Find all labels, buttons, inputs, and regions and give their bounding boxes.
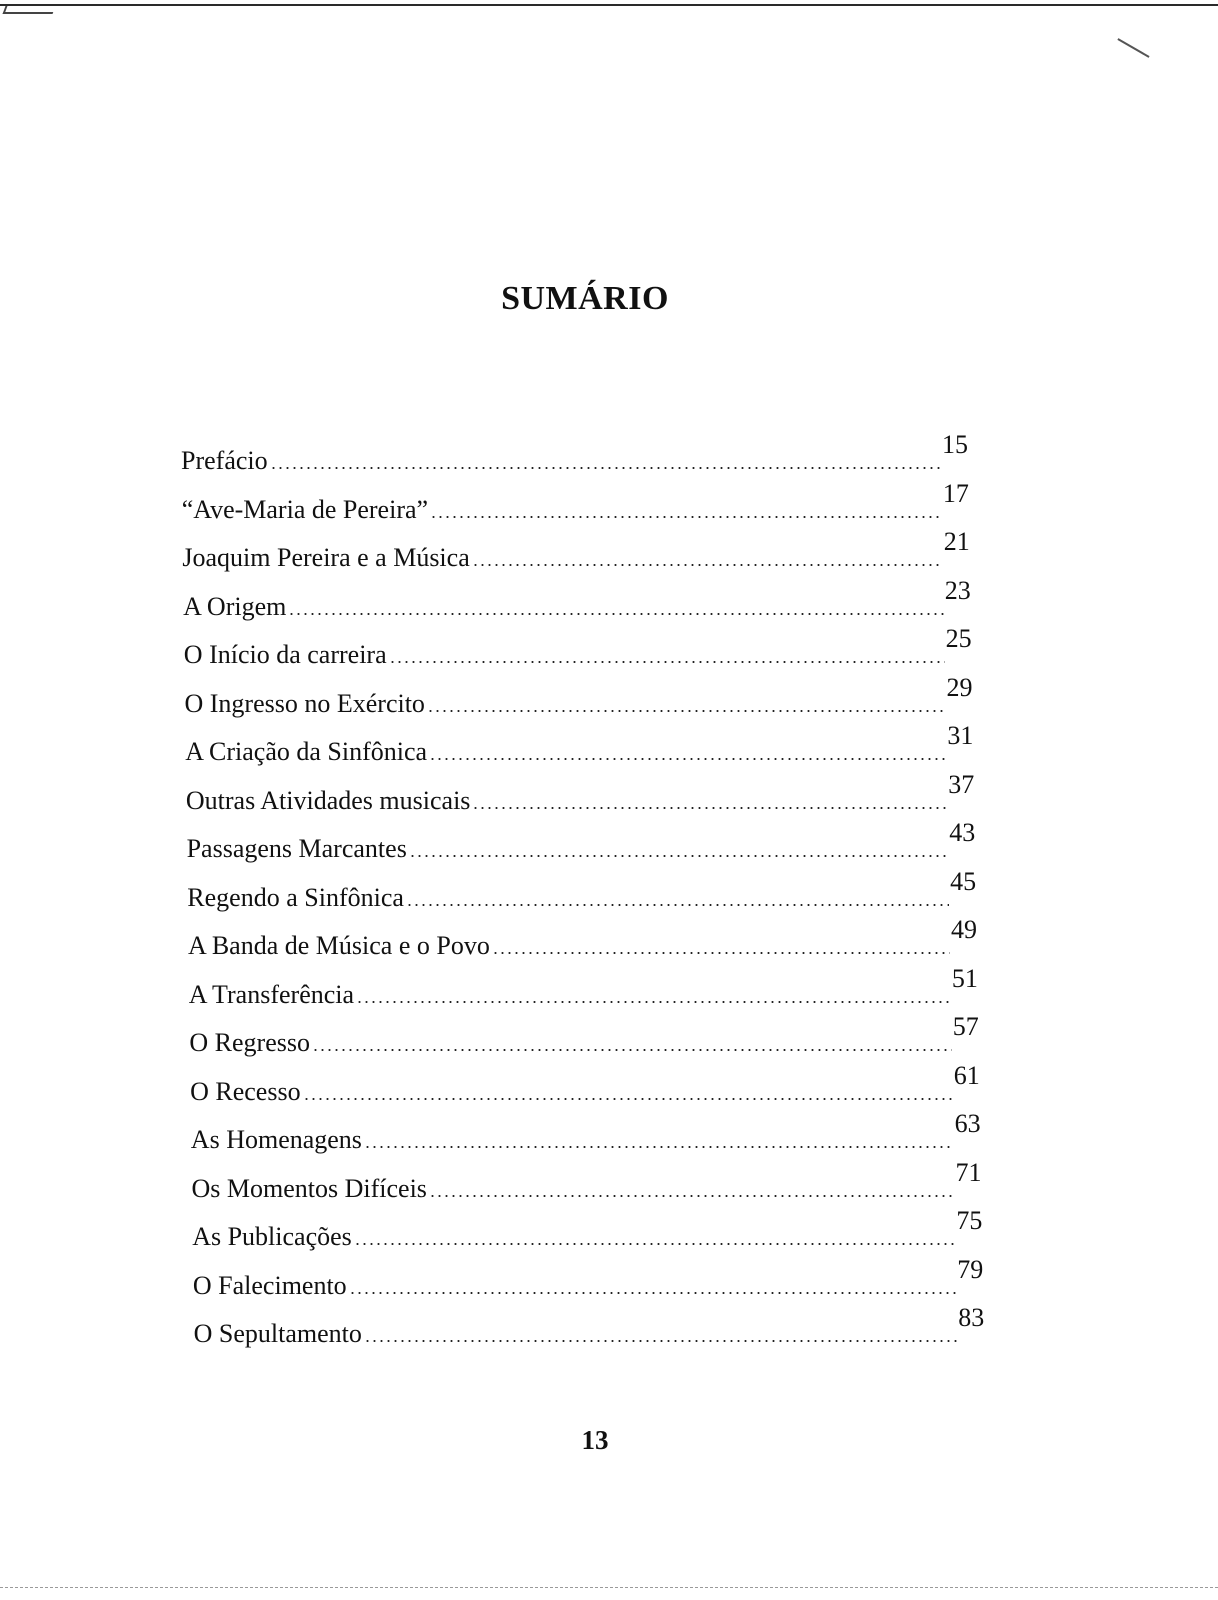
toc-entry-page: 49 <box>951 915 977 944</box>
toc-entry-homenagens <box>190 1109 981 1155</box>
toc-entry-title: A Banda de Música e o Povo <box>188 931 490 960</box>
toc-entry-title: Passagens Marcantes <box>186 834 407 863</box>
toc-entry-regresso <box>189 1012 979 1058</box>
toc-entry-title: A Origem <box>183 591 287 621</box>
dot-leader <box>364 1338 957 1344</box>
toc-entry-title: Os Momentos Difíceis <box>191 1173 427 1203</box>
toc-entry-ave-maria <box>181 478 969 525</box>
toc-entry-title: O Sepultamento <box>193 1319 362 1348</box>
dot-leader <box>389 659 945 665</box>
toc-entry-page: 63 <box>954 1109 981 1138</box>
toc-entry-criacao-sinfonica <box>185 721 974 767</box>
toc-entry-transferencia <box>188 963 978 1010</box>
toc-entry-recesso <box>190 1060 980 1107</box>
dot-leader <box>429 1193 955 1199</box>
page-number: 13 <box>581 1425 609 1455</box>
toc-entry-title: Regendo a Sinfônica <box>187 882 404 912</box>
toc-entry-page: 37 <box>948 769 975 799</box>
dot-leader <box>349 1290 957 1296</box>
dot-leader <box>303 1096 953 1102</box>
toc-entry-page: 31 <box>947 721 974 750</box>
dot-leader <box>354 1241 956 1247</box>
toc-entry-title: Joaquim Pereira e a Música <box>182 543 470 572</box>
toc-entry-momentos-dificeis <box>191 1157 982 1204</box>
toc-entry-title: O Falecimento <box>192 1270 347 1300</box>
toc-entry-title: O Recesso <box>190 1076 301 1106</box>
toc-entry-page: 51 <box>951 963 978 993</box>
toc-entry-page: 79 <box>957 1254 984 1284</box>
toc-entry-title: A Criação da Sinfônica <box>185 737 428 766</box>
toc-entry-page: 57 <box>952 1012 979 1041</box>
toc-entry-title: O Regresso <box>189 1028 310 1057</box>
toc-entry-page: 75 <box>956 1206 983 1235</box>
toc-entry-inicio-carreira <box>183 624 972 670</box>
toc-entry-prefacio <box>181 430 968 476</box>
toc-entry-page: 17 <box>942 478 969 508</box>
toc-entry-title: O Ingresso no Exército <box>184 688 425 718</box>
toc-entry-regendo-sinfonica <box>187 866 977 913</box>
toc-entry-page: 83 <box>958 1303 985 1332</box>
toc-entry-outras-atividades <box>185 769 975 816</box>
dot-leader <box>472 805 947 811</box>
dot-leader <box>409 853 948 859</box>
scan-top-edge-line <box>0 4 1218 6</box>
toc-entry-origem <box>183 575 971 622</box>
toc-entry-title: As Homenagens <box>190 1125 362 1154</box>
dot-leader <box>364 1144 954 1150</box>
toc-entry-page: 45 <box>950 866 977 896</box>
scan-corner-mark <box>3 6 56 14</box>
dot-leader <box>356 999 951 1005</box>
page-title: SUMÁRIO <box>501 280 669 317</box>
dot-leader <box>430 514 942 520</box>
toc-entry-passagens-marcantes <box>186 818 976 864</box>
toc-entry-sepultamento <box>193 1303 985 1349</box>
toc-entry-publicacoes <box>192 1206 983 1252</box>
scan-diagonal-mark <box>1118 38 1150 57</box>
toc-entry-title: A Transferência <box>188 979 355 1009</box>
toc-entry-title: O Início da carreira <box>183 640 387 669</box>
toc-entry-joaquim-pereira <box>182 527 970 573</box>
dot-leader <box>427 708 946 714</box>
toc-entry-banda-musica <box>188 915 977 961</box>
dot-leader <box>492 950 950 956</box>
dot-leader <box>472 562 943 568</box>
dot-leader <box>270 465 941 471</box>
dot-leader <box>429 756 946 762</box>
toc-entry-page: 43 <box>949 818 976 847</box>
toc-entry-title: “Ave-Maria de Pereira” <box>181 494 429 524</box>
toc-entry-page: 21 <box>943 527 970 556</box>
toc-entry-title: As Publicações <box>192 1222 352 1251</box>
toc-entry-ingresso-exercito <box>184 672 973 719</box>
dot-leader <box>406 902 949 908</box>
dot-leader <box>312 1047 952 1053</box>
toc-entry-title: Prefácio <box>181 446 268 475</box>
table-of-contents <box>0 430 1218 1396</box>
scan-bottom-edge-line <box>0 1587 1218 1588</box>
toc-entry-page: 71 <box>955 1157 982 1187</box>
toc-entry-page: 61 <box>953 1060 980 1090</box>
toc-entry-title: Outras Atividades musicais <box>185 785 471 815</box>
toc-entry-page: 15 <box>942 430 968 459</box>
toc-entry-page: 25 <box>945 624 972 653</box>
toc-entry-page: 23 <box>944 575 971 605</box>
toc-entry-falecimento <box>192 1254 984 1301</box>
toc-entry-page: 29 <box>946 672 973 702</box>
dot-leader <box>288 611 943 617</box>
